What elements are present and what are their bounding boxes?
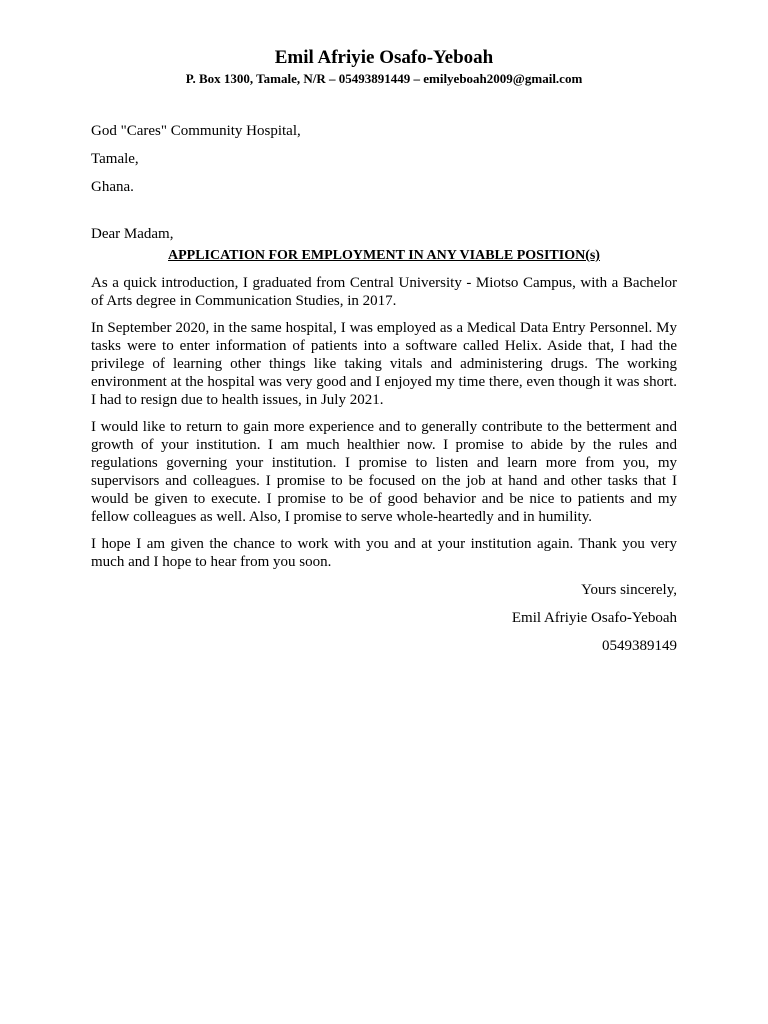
signoff: Yours sincerely, xyxy=(581,582,677,598)
salutation: Dear Madam, xyxy=(91,226,174,242)
body-paragraph-3: I would like to return to gain more experience and to generally contribute to the betterment and growth of your institution. I am much healthier now. I promise to abide by the rules and regulations governing your institution. I promise to listen and learn more from you, my supervisors and colleagues. I promise to be focused on the job at hand and other tasks that I would be given to execute. I promise to be of good behavior and be nice to patients and my fellow colleagues as well. Also, I promise to serve whole-heartedly and in humility. xyxy=(91,419,677,525)
recipient-address xyxy=(91,122,677,196)
letter-content xyxy=(91,46,677,665)
signature-name: Emil Afriyie Osafo-Yeboah xyxy=(511,610,677,626)
recipient-line-3: Ghana. xyxy=(91,179,134,195)
body-paragraph-1: As a quick introduction, I graduated from Central University - Miotso Campus, with a Bachelor of Arts degree in Communication Studies, in 2017. xyxy=(91,275,677,309)
body-paragraph-4: I hope I am given the chance to work with you and at your institution again. Thank you very much and I hope to hear from you soon. xyxy=(91,536,677,570)
body-paragraph-2: In September 2020, in the same hospital, I was employed as a Medical Data Entry Personnel. My tasks were to enter information of patients into a software called Helix. Aside that, I had the privilege of learning other things like taking vitals and administering drugs. The working environment at the hospital was very good and I enjoyed my time there, even though it was short. I had to resign due to health issues, in July 2021. xyxy=(91,320,677,408)
recipient-line-2: Tamale, xyxy=(91,151,139,167)
subject-line: APPLICATION FOR EMPLOYMENT IN ANY VIABLE POSITION(s) xyxy=(168,248,600,263)
letterhead xyxy=(91,46,677,87)
sender-contact: P. Box 1300, Tamale, N/R – 05493891449 – emilyeboah2009@gmail.com xyxy=(185,71,583,86)
letter-body xyxy=(91,274,677,571)
signature-phone: 0549389149 xyxy=(602,638,677,654)
sender-name: Emil Afriyie Osafo-Yeboah xyxy=(274,47,494,68)
recipient-line-1: God "Cares" Community Hospital, xyxy=(91,123,301,139)
closing-block xyxy=(91,581,677,655)
